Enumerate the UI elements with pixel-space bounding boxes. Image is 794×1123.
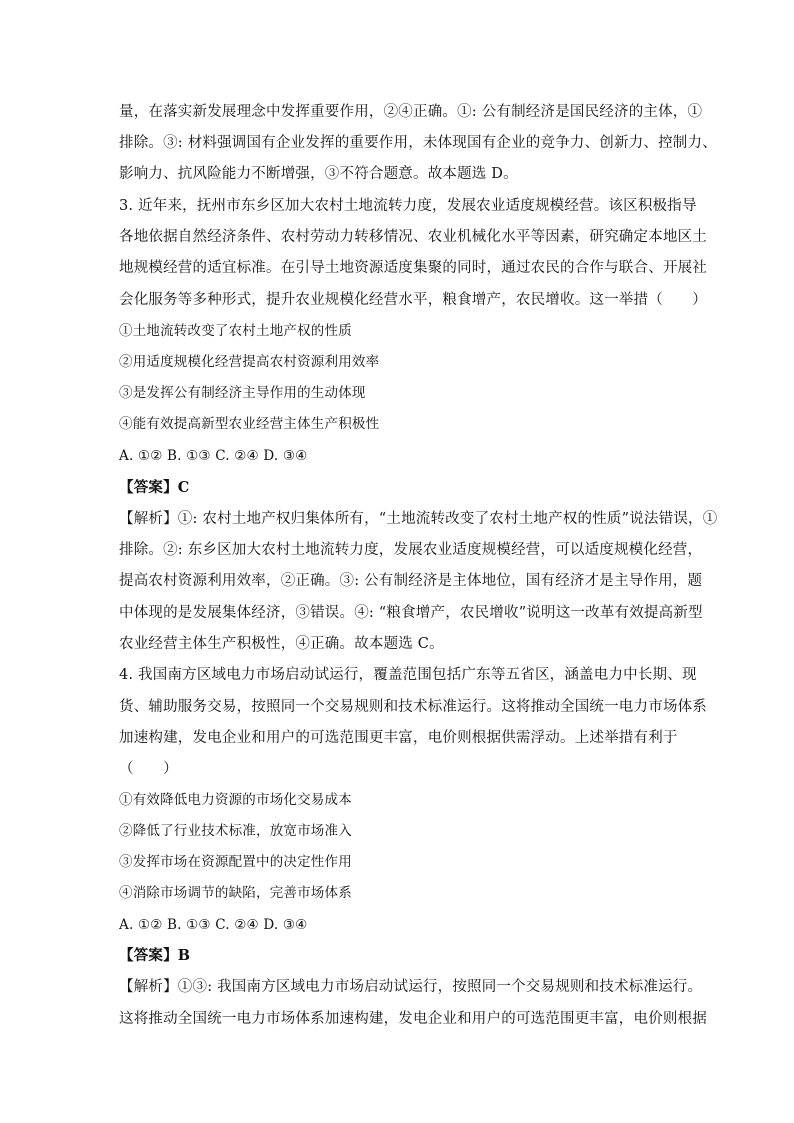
text-line: （ ） (119, 761, 178, 777)
question-4-analysis: 【解析】①③: 我国南方区域电力市场启动试运行，按照同一个交易规则和技术标准运行。 (119, 979, 703, 995)
text-line: 这将推动全国统一电力市场体系加速构建，发电企业和用户的可选范围更丰富，电价则根据 (119, 1011, 707, 1027)
text-line: 货、辅助服务交易，按照同一个交易规则和技术标准运行。这将推动全国统一电力市场体系 (119, 699, 707, 715)
text-line: 提高农村资源利用效率，②正确。③: 公有制经济是主体地位，国有经济才是主导作用，题 (119, 573, 703, 589)
question-3-option-3: ③是发挥公有制经济主导作用的生动体现 (119, 385, 366, 401)
text-line: 排除。③: 材料强调国有企业发挥的重要作用，未体现国有企业的竞争力、创新力、控制力、 (119, 135, 717, 151)
text-line: 农业经营主体生产积极性，④正确。故本题选 C。 (119, 636, 444, 652)
question-3-option-4: ④能有效提高新型农业经营主体生产积极性 (119, 416, 380, 432)
text-line: 排除。②: 东乡区加大农村土地流转力度，发展农业适度规模经营，可以适度规模化经营， (119, 542, 703, 558)
question-3-answer: 【答案】C (119, 479, 190, 496)
text-line: 量，在落实新发展理念中发挥重要作用，②④正确。①: 公有制经济是国民经济的主体，① (119, 104, 703, 120)
text-line: 中体现的是发展集体经济，③错误。④: “粮食增产，农民增收”说明这一改革有效提高新型 (119, 605, 703, 621)
question-4-option-2: ②降低了行业技术标准，放宽市场准入 (119, 823, 352, 839)
question-3-analysis: 【解析】①: 农村土地产权归集体所有，“土地流转改变了农村土地产权的性质”说法错误，① (119, 511, 718, 527)
question-4-answer: 【答案】B (119, 947, 191, 964)
question-4-option-3: ③发挥市场在资源配置中的决定性作用 (119, 854, 352, 870)
text-line: 会化服务等多种形式，提升农业规模化经营水平，粮食增产，农民增收。这一举措（ ） (119, 292, 707, 308)
question-4-option-4: ④消除市场调节的缺陷，完善市场体系 (119, 885, 352, 901)
question-4-option-1: ①有效降低电力资源的市场化交易成本 (119, 792, 352, 808)
text-line: 影响力、抗风险能力不断增强，③不符合题意。故本题选 D。 (119, 166, 518, 182)
question-4-stem: 4. 我国南方区域电力市场启动试运行，覆盖范围包括广东等五省区，涵盖电力中长期、现 (119, 667, 697, 683)
text-line: 各地依据自然经济条件、农村劳动力转移情况、农业机械化水平等因素，研究确定本地区土 (119, 229, 707, 245)
question-3-choices: A. ①② B. ①③ C. ②④ D. ③④ (119, 448, 308, 464)
question-3-stem: 3. 近年来，抚州市东乡区加大农村土地流转力度，发展农业适度规模经营。该区积极指导 (119, 198, 697, 214)
text-line: 加速构建，发电企业和用户的可选范围更丰富，电价则根据供需浮动。上述举措有利于 (119, 730, 678, 746)
text-line: 地规模经营的适宜标准。在引导土地资源适度集聚的同时，通过农民的合作与联合、开展社 (119, 260, 707, 276)
question-3-option-1: ①土地流转改变了农村土地产权的性质 (119, 323, 352, 339)
question-4-choices: A. ①② B. ①③ C. ②④ D. ③④ (119, 917, 308, 933)
question-3-option-2: ②用适度规模化经营提高农村资源利用效率 (119, 354, 380, 370)
